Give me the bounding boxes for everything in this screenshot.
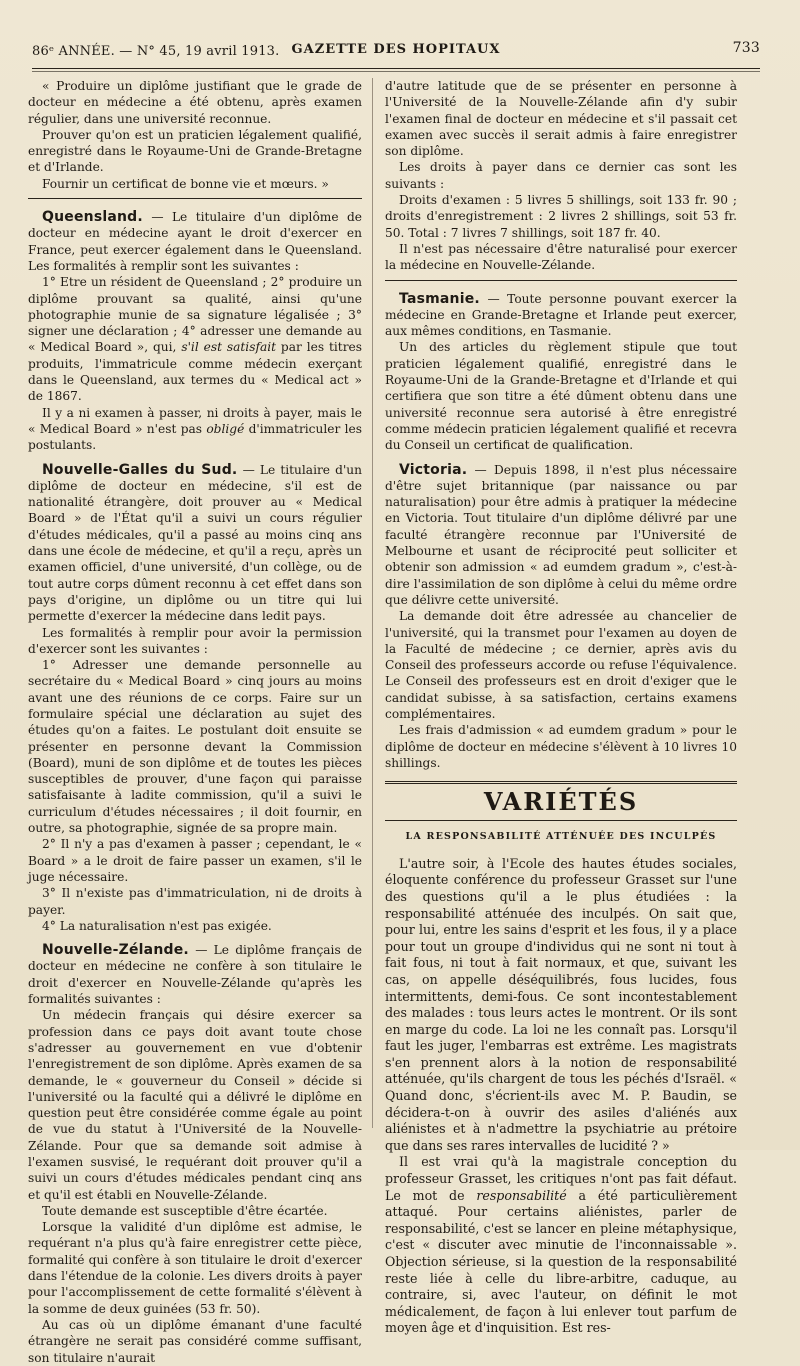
varietes-underline [385, 820, 737, 821]
intro-paragraph-3: Fournir un certificat de bonne vie et mœurs. » [42, 176, 329, 191]
right-column [372, 78, 737, 1336]
varietes-paragraph-1: L'autre soir, à l'Ecole des hautes études sociales, éloquente conférence du professeur Grasset sur l'une des questions qu'il a le plus étudiées : la responsabilité atténuée des inculpés. On sait que, pour lui, entre les sains d'esprit et les fous, il y a place pour tout un groupe d'individus qui ne sont ni tout à fait fous, ni tout à fait normaux, et que, suivant les cas, on appelle déséquilibrés, fous lucides, fous intermittents, demi-fous. Ce sont incontestablement des malades : tous leurs actes le montrent. Or ils sont en marge du code. La loi ne les connaît pas. Lorsqu'il faut les juger, l'embarras est extrême. Les magistrats s'en prennent alors à la notion de responsabilité atténuée, qu'ils chargent de tous les péchés d'Israël. « Quand donc, s'écrient-ils avec M. P. Baudin, se décidera-t-on à ouvrir des asiles d'aliénés aux aliénistes et à n'admettre la psychiatrie au prétoire que dans ses rares intervalles de lucidité ? » [385, 855, 737, 1153]
nz-continued-4: Il n'est pas nécessaire d'être naturalisé pour exercer la médecine en Nouvelle-Zélande. [385, 241, 737, 273]
varietes-p2-b: a été particulièrement attaqué. Pour certains aliénistes, parler de responsabilité, c'est se lancer en pleine métaphysique, c'est « discuter avec minutie de l'inconnaissable ». Objection sérieuse, si la question de la responsabilité reste liée à celle du libre-arbitre, caduque, au contraire, si, avec l'auteur, on définit le mot médicalement, de façon à lui enlever tout parfum de moyen âge et d'inquisition. Est res- [385, 1187, 737, 1336]
tasmanie-paragraph-2: Un des articles du règlement stipule que tout praticien légalement qualifié, enregistré dans le Royaume-Uni de la Grande-Bretagne et d'Irlande et qui certifiera que son titre a été dûment obtenu dans une université reconnue sera autorisé à être enregistré comme médecin praticien légalement qualifié et recevra du Conseil un certificat de qualification. [385, 340, 737, 453]
ngs-lead [28, 462, 362, 625]
issue-line: 86ᵉ ANNÉE. — N° 45, 19 avril 1913. [32, 44, 280, 59]
varietes-p2-a: Il est vrai qu'à la magistrale conception du professeur Grasset, les critiques n'ont pas fait défaut. Le mot de [385, 1154, 737, 1203]
queensland-p2-a: Il y a ni examen à passer, ni droits à payer, mais le « Medical Board » n'est pas [28, 405, 362, 436]
nz-paragraph-3: Toute demande est susceptible d'être écartée. [42, 1203, 328, 1218]
queensland-lead [28, 209, 362, 274]
ngs-paragraph-4: 2° Il n'y a pas d'examen à passer ; cependant, le « Board » a le droit de faire passer un examen, s'il le juge nécessaire. [28, 837, 362, 884]
varietes-heading: VARIÉTÉS [483, 787, 639, 817]
ngs-paragraph-5: 3° Il n'existe pas d'immatriculation, ni de droits à payer. [28, 886, 362, 917]
queensland-paragraph-1 [28, 274, 362, 404]
queensland-p1-b: par les titres produits, l'immatricule comme médecin exerçant dans le Queensland, aux termes du « Medical act » de 1867. [28, 340, 362, 404]
header-rule-secondary [32, 71, 760, 72]
varietes-p2-emphasis: responsabilité [476, 1187, 567, 1203]
varietes-divider [385, 781, 737, 784]
victoria-paragraph-3: Les frais d'admission « ad eumdem gradum » pour le diplôme de docteur en médecine s'élèvent à 10 livres 10 shillings. [385, 723, 737, 770]
ngs-title: Nouvelle-Galles du Sud. [42, 461, 238, 478]
tasmanie-title: Tasmanie. [399, 290, 480, 307]
varietes-paragraph-2 [385, 1154, 737, 1337]
nz-continued-3: Droits d'examen : 5 livres 5 shillings, soit 133 fr. 90 ; droits d'enregistrement : 2 livres 2 shillings, soit 53 fr. 50. Total : 7 livres 7 shillings, soit 187 fr. 40. [385, 193, 737, 240]
page-number: 733 [732, 40, 760, 56]
victoria-lead [385, 462, 737, 609]
page-header [32, 40, 760, 62]
queensland-p1-emphasis: s'il est satisfait [181, 340, 277, 355]
ngs-paragraph-3: 1° Adresser une demande personnelle au secrétaire du « Medical Board » cinq jours au moins avant une des réunions de ce corps. Faire sur un formulaire spécial une déclaration au sujet des études qu'on a faites. Le postulant doit ensuite se présenter en personne devant la Commission (Board), muni de son diplôme et de toutes les pièces susceptibles de prouver, d'une façon qui paraisse satisfaisante à ladite commission, qu'il a suivi le curriculum d'études nécessaires ; il doit fournir, en outre, sa photographie, signée de sa propre main. [28, 658, 362, 836]
victoria-title: Victoria. [399, 461, 468, 478]
intro-paragraph-1: « Produire un diplôme justifiant que le grade de docteur en médecine a été obtenu, après examen régulier, dans une université reconnue. [28, 79, 362, 126]
nz-lead [28, 942, 362, 1007]
ngs-lead-text: — Le titulaire d'un diplôme de docteur en médecine, s'il est de nationalité étrangère, doit prouver au « Medical Board » de l'État qu'il a suivi un cours régulier d'études médicales, qu'il a passé au moins cinq ans dans une école de médecine, et qu'il a reçu, après un examen officiel, d'une université, d'un collège, ou de tout autre corps dûment reconnu à cet effet dans son pays d'origine, un diplôme ou un titre qui lui permette d'exercer la médecine dans ledit pays. [28, 462, 362, 624]
queensland-p2-b: d'immatriculer les postulants. [28, 421, 362, 453]
left-column [28, 78, 362, 1366]
ngs-paragraph-6: 4° La naturalisation n'est pas exigée. [42, 918, 272, 933]
nz-lead-text: — Le diplôme français de docteur en médecine ne confère à son titulaire le droit d'exercer en Nouvelle-Zélande qu'après les formalités suivantes : [28, 943, 362, 1007]
queensland-lead-text: — Le titulaire d'un diplôme de docteur en médecine ayant le droit d'exercer en France, peut exercer également dans le Queensland. Les formalités à remplir sont les suivantes : [28, 210, 362, 273]
victoria-paragraph-2: La demande doit être adressée au chancelier de l'université, qui la transmet pour l'examen au doyen de la Faculté de médecine ; ce dernier, après avis du Conseil des professeurs accorde ou refuse l'équivalence. Le Conseil des professeurs est en droit d'exiger que le candidat subisse, à sa satisfaction, certains examens complémentaires. [385, 609, 737, 721]
nz-title: Nouvelle-Zélande. [42, 942, 189, 959]
queensland-p2-emphasis: obligé [206, 421, 245, 436]
victoria-lead-text: — Depuis 1898, il n'est plus nécessaire d'être sujet britannique (par naissance ou par naturalisation) pour être admis à pratiquer la médecine en Victoria. Tout titulaire d'un diplôme délivré par une faculté étrangère reconnue par l'Université de Melbourne et usant de réciprocité peut solliciter et obtenir son admission « ad eumdem gradum », c'est-à-dire l'assimilation de son diplôme à celui du même ordre que délivre cette université. [385, 462, 737, 607]
tasmanie-lead [385, 291, 737, 340]
section-divider [28, 198, 362, 199]
article-subtitle: LA RESPONSABILITÉ ATTÉNUÉE DES INCULPÉS [405, 831, 717, 843]
nz-paragraph-5: Au cas où un diplôme émanant d'une faculté étrangère ne serait pas considéré comme suffisant, son titulaire n'aurait [28, 1317, 362, 1365]
nz-paragraph-2: Un médecin français qui désire exercer sa profession dans ce pays doit avant toute chose s'adresser au gouvernement en vue d'obtenir l'enregistrement de son diplôme. Après examen de sa demande, le « gouverneur du Conseil » décide si l'université ou la faculté qui a délivré le diplôme en question peut être considérée comme égale au point de vue du statut à l'Université de la Nouvelle-Zélande. Pour que sa demande soit admise à l'examen susvisé, le requérant doit prouver qu'il a suivi un cours d'études médicales pendant cinq ans et qu'il est établi en Nouvelle-Zélande. [28, 1008, 362, 1202]
section-divider [385, 280, 737, 281]
nz-continued-1: d'autre latitude que de se présenter en personne à l'Université de la Nouvelle-Zélande afin d'y subir l'examen final de docteur en médecine et s'il passait cet examen avec succès il serait admis à faire enregistrer son diplôme. [385, 79, 737, 159]
ngs-paragraph-2: Les formalités à remplir pour avoir la permission d'exercer sont les suivantes : [28, 625, 362, 656]
intro-paragraph-2: Prouver qu'on est un praticien légalement qualifié, enregistré dans le Royaume-Uni de Grande-Bretagne et d'Irlande. [28, 127, 362, 175]
queensland-title: Queensland. [42, 209, 143, 226]
tasmanie-lead-text: — Toute personne pouvant exercer la médecine en Grande-Bretagne et Irlande peut exercer, aux mêmes conditions, en Tasmanie. [385, 291, 737, 339]
header-rule [32, 68, 760, 69]
nz-paragraph-4: Lorsque la validité d'un diplôme est admise, le requérant n'a plus qu'à faire enregistrer cette pièce, formalité qui confère à son titulaire le droit d'exercer dans l'étendue de la colonie. Les divers droits à payer pour l'accomplissement de cette formalité s'élèvent à la somme de deux guinées (53 fr. 50). [28, 1220, 362, 1316]
queensland-p1-a: 1° Etre un résident de Queensland ; 2° produire un diplôme prouvant sa qualité, ainsi qu'une photographie munie de sa signature légalisée ; 3° signer une déclaration ; 4° adresser une demande au « Medical Board », qui, [28, 275, 362, 355]
nz-continued-2: Les droits à payer dans ce dernier cas sont les suivants : [385, 160, 737, 191]
journal-title: GAZETTE DES HOPITAUX [291, 42, 501, 57]
queensland-paragraph-2 [28, 405, 362, 454]
